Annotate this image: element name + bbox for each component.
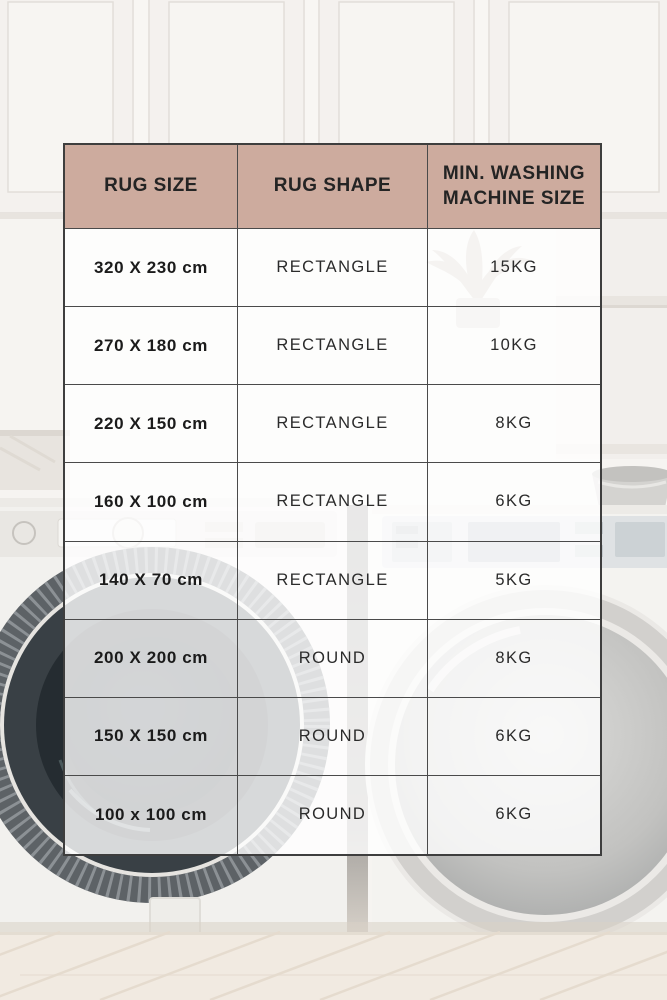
- rug-size-table: [63, 143, 602, 856]
- rug-shape-cell: ROUND: [238, 620, 428, 698]
- machine-size-cell: 15KG: [428, 229, 600, 307]
- rug-shape-cell: RECTANGLE: [238, 307, 428, 385]
- rug-shape-cell: RECTANGLE: [238, 229, 428, 307]
- rug-shape-cell: RECTANGLE: [238, 542, 428, 620]
- column-header-rug-shape: RUG SHAPE: [238, 145, 428, 229]
- rug-shape-cell: RECTANGLE: [238, 385, 428, 463]
- rug-shape-cell: ROUND: [238, 698, 428, 776]
- rug-size-cell: 220 X 150 cm: [65, 385, 238, 463]
- wood-floor: [0, 922, 667, 1000]
- rug-shape-cell: ROUND: [238, 776, 428, 854]
- machine-size-cell: 8KG: [428, 385, 600, 463]
- machine-size-cell: 6KG: [428, 776, 600, 854]
- machine-size-cell: 6KG: [428, 698, 600, 776]
- machine-size-cell: 8KG: [428, 620, 600, 698]
- rug-size-cell: 320 X 230 cm: [65, 229, 238, 307]
- left-counter: [0, 430, 70, 490]
- machine-size-cell: 5KG: [428, 542, 600, 620]
- rug-size-cell: 150 X 150 cm: [65, 698, 238, 776]
- rug-shape-cell: RECTANGLE: [238, 463, 428, 541]
- column-header-min-washing-machine-size: MIN. WASHING MACHINE SIZE: [428, 145, 600, 229]
- rug-size-cell: 200 X 200 cm: [65, 620, 238, 698]
- rug-size-cell: 270 X 180 cm: [65, 307, 238, 385]
- rug-size-cell: 160 X 100 cm: [65, 463, 238, 541]
- machine-size-cell: 6KG: [428, 463, 600, 541]
- rug-size-cell: 140 X 70 cm: [65, 542, 238, 620]
- column-header-rug-size: RUG SIZE: [65, 145, 238, 229]
- rug-size-cell: 100 x 100 cm: [65, 776, 238, 854]
- machine-size-cell: 10KG: [428, 307, 600, 385]
